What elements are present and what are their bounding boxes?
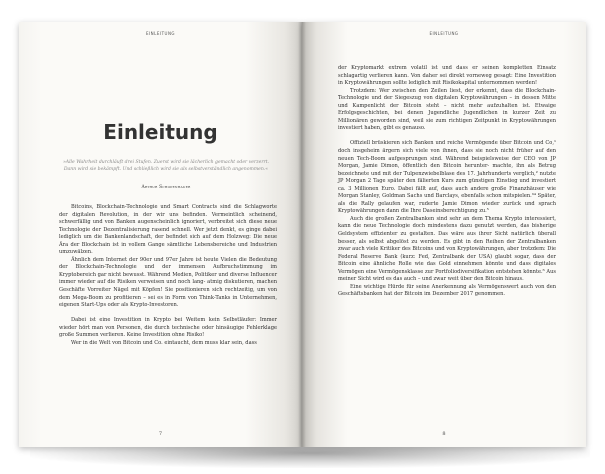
running-head: EINLEITUNG: [145, 31, 176, 36]
paragraph: Dabei ist eine Investition in Krypto bei Weitem kein Selbstläufer: Immer wieder hört man von Personen, die durch technische oder hinsäugige Fehlerklage große Summen verlieren. Keine Investition ohne Risiko!: [59, 317, 277, 339]
paragraph: Auch die großen Zentralbanken sind sehr an dem Thema Krypto interessiert, kann die neue Technologie doch mindestens dazu genutzt werden, das bisherige Geldsystem effizienter zu gestalten. Das wäre aus ihrer Sicht natürlich überall besser, als selbst abgelöst zu werden. Es gibt in den Reihen der Zentralbanken zwar auch viele Kritiker des Bitcoins und von Kryptowährungen, aber trotzdem: Die Federal Reserve Bank (kurz: Fed, Zentralbank der USA) glaubt sogar, dass der Bitcoin eine ähnliche Rolle wie das Gold einnehmen könnte und dass digitales Vermögen eine Vermögensklasse zur Portfoliodiversifikation entstehen könnte.⁶ Aus meiner Sicht wird es das auch – und zwar weit über den Bitcoin hinaus.: [338, 215, 556, 283]
right-page: [302, 22, 586, 447]
page-number: 7: [158, 431, 163, 437]
left-page: [19, 22, 302, 447]
book-gutter: [298, 22, 306, 447]
paragraph: Wer in die Welt von Bitcoin und Co. eintaucht, dem muss klar sein, dass: [71, 339, 257, 346]
left-body-text: [59, 204, 277, 347]
paragraph: Trotzdem: Wer zwischen den Zeilen liest, der erkennt, dass die Blockchain-Technologie und der Siegeszug von digitalen Kryptowährungen – in dessen Mitte und Kampenlicht der Bitcoin steht – nicht mehr aufzuhalten ist. Etwaige Erfolgsgeschichten, bei denen Jugendliche Jugendlichen in kurzer Zeit zu Millionären geworden sind, weil sie zum richtigen Zeitpunkt in Kryptowährungen investiert haben, gibt es genauso.: [338, 87, 556, 132]
epigraph-quote: »Alle Wahrheit durchläuft drei Stufen. Zuerst wird sie lächerlich gemacht oder verzerrt. Dann wird sie bekämpft. Und schließlich wird sie als selbstverständlich angenommen.«: [62, 160, 270, 173]
page-number: 8: [442, 431, 446, 437]
right-body-text: [338, 65, 556, 299]
chapter-title: Einleitung: [103, 120, 218, 144]
running-head: EINLEITUNG: [429, 31, 459, 36]
epigraph-author: Arthur Schopenhauer: [141, 185, 191, 190]
paragraph: Offiziell brüskieren sich Banken und reiche Vermögende über Bitcoin und Co,¹ doch insgeheim ärgern sich viele von ihnen, dass sie noch nicht früher auf den neuen Tech-Boom aufgesprungen sind. Während beispielsweise der CEO von JP Morgan, Jamie Dimon, öffentlich den Bitcoin herunter- machte, ihn als Betrug bezeichnete und mit der Tulpenzwiebelblase des 17. Jahrhunderts verglich,² nutzte JP Morgan 2 Tage später den fälierten Kurs zum günstigen Einstieg und investiert ca. 3 Millionen Euro. Dabei fällt auf, dass auch andere große Finanzhäuser wie Morgan Stanley, Goldman Sachs und Barclays, ebenfalls schon mitspielen.³⁴ Später, als die Rally gelaufen war, ruderte Jamie Dimon wieder zurück und sprach Kryptowährungen dann die Ihre Daseinsberechtigung zu.⁵: [338, 140, 556, 215]
paragraph: Eine wichtige Hürde für seine Anerkennung als Vermögenswert auch von den Geschäftsbanken hat der Bitcoin im Dezember 2017 genommen.: [338, 283, 556, 298]
paragraph: Ähnlich dem Internet der 90er und 97er Jahre ist heute Vielen die Bedeutung der Blockchain-Technologie und der immensen Aufbruchstimmung im Kryptobereich gar nicht bewusst. Während Medien, Politiker und diverse Influencer immer wieder auf die Risiken verweisen und noch lang- atmig diskutieren, machen Geschäfte Vorreiter Nägel mit Köpfen! Sie positionieren sich rechtzeitig, um von dem Mega-Boom zu profitieren – sei es in Form von Think-Tanks in Unternehmen, eigenen Start-Ups oder als Krypto-Investoren.: [59, 256, 277, 309]
paragraph: Bitcoins, Blockchain-Technologie und Smart Contracts sind die Schlagworte der digitalen Revolution, in der wir uns befinden. Vermeintlich scheinend, schwerfällig und von Banken augenscheinlich ignoriert, verbreitet sich diese neue Technologie der Dezentralisierung rasend schnell. Wer jetzt denkt, es ginge dabei lediglich um die Bankenlandschaft, der befindet sich auf dem Holzweg: Die neue Ära der Blockchain ist in vollem Gange sämtliche Lebensbereiche und Industrien umzuwälzen.: [59, 204, 277, 256]
paragraph: der Kryptomarkt extrem volatil ist und dass er seinen kompletten Einsatz schlagartig verlieren kann. Von daher sei direkt vorneweg gesagt: Eine Investition in Kryptowährungen sollte lediglich mit Risikokapital unternommen werden!: [338, 65, 556, 87]
